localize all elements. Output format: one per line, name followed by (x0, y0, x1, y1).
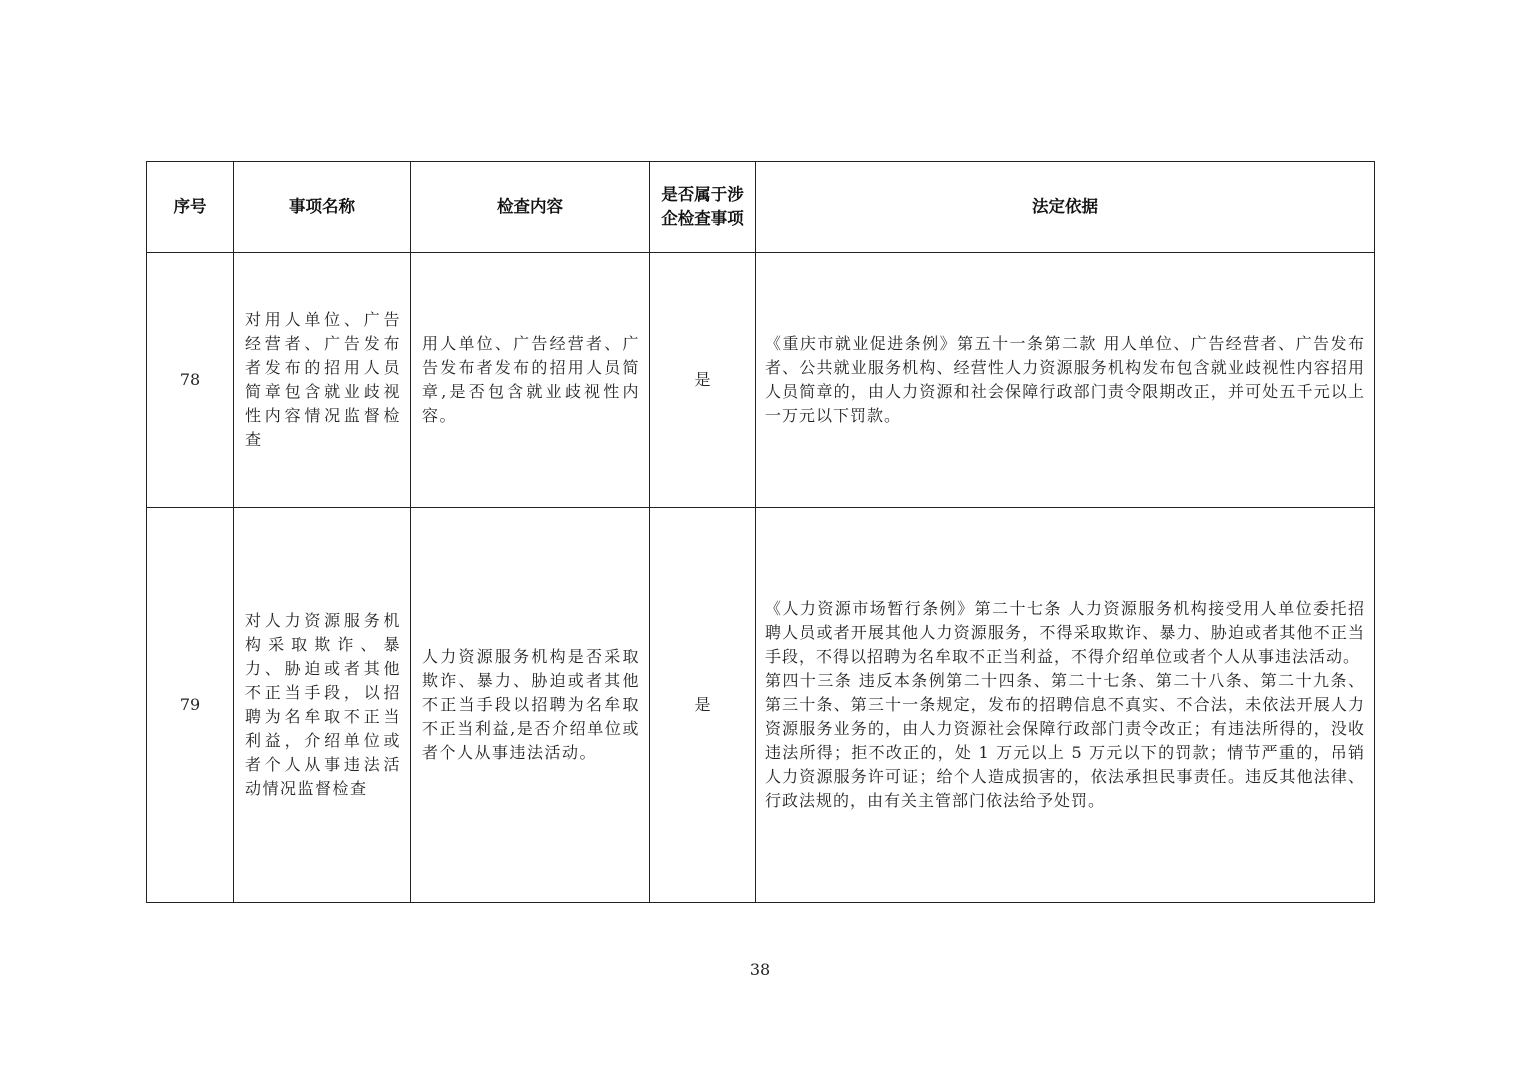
header-inspection-content: 检查内容 (411, 162, 650, 253)
row-79-item-name: 对人力资源服务机构采取欺诈、暴力、胁迫或者其他不正当手段，以招聘为名牟取不正当利益，介绍单位或者个人从事违法活动情况监督检查 (234, 508, 411, 903)
table-header-row (147, 162, 1375, 253)
row-79-seq: 79 (147, 508, 234, 903)
row-78-item-name: 对用人单位、广告经营者、广告发布者发布的招用人员简章包含就业歧视性内容情况监督检查 (234, 253, 411, 508)
header-item-name: 事项名称 (234, 162, 411, 253)
row-78-inspection-content: 用人单位、广告经营者、广告发布者发布的招用人员简章,是否包含就业歧视性内容。 (411, 253, 650, 508)
row-79-basis-paragraph-1: 《人力资源市场暂行条例》第二十七条 人力资源服务机构接受用人单位委托招聘人员或者开展其他人力资源服务，不得采取欺诈、暴力、胁迫或者其他不正当手段，不得以招聘为名牟取不正当利益，不得介绍单位或者个人从事违法活动。 (765, 599, 1365, 666)
header-legal-basis: 法定依据 (756, 162, 1375, 253)
row-79-enterprise-flag: 是 (650, 508, 756, 903)
inspection-items-table (146, 161, 1375, 903)
header-seq: 序号 (147, 162, 234, 253)
row-78-legal-basis (756, 253, 1375, 508)
row-79-legal-basis (756, 508, 1375, 903)
header-enterprise-flag-text: 是否属于涉企检查事项 (661, 185, 744, 228)
row-78-seq: 78 (147, 253, 234, 508)
table-row (147, 508, 1375, 903)
row-79-inspection-content: 人力资源服务机构是否采取欺诈、暴力、胁迫或者其他不正当手段以招聘为名牟取不正当利益,是否介绍单位或者个人从事违法活动。 (411, 508, 650, 903)
page-number: 38 (749, 960, 771, 979)
row-78-basis-paragraph: 《重庆市就业促进条例》第五十一条第二款 用人单位、广告经营者、广告发布者、公共就业服务机构、经营性人力资源服务机构发布包含就业歧视性内容招用人员简章的，由人力资源和社会保障行政部门责令限期改正，并可处五千元以上一万元以下罚款。 (765, 334, 1365, 425)
row-78-enterprise-flag: 是 (650, 253, 756, 508)
header-enterprise-flag (650, 162, 756, 253)
row-79-basis-paragraph-2: 第四十三条 违反本条例第二十四条、第二十七条、第二十八条、第二十九条、第三十条、第三十一条规定，发布的招聘信息不真实、不合法，未依法开展人力资源服务业务的，由人力资源社会保障行政部门责令改正；有违法所得的，没收违法所得；拒不改正的，处 1 万元以上 5 万元以下的罚款；情节严重的，吊销人力资源服务许可证；给个人造成损害的，依法承担民事责任。违反其他法律、行政法规的，由有关主管部门依法给予处罚。 (765, 671, 1365, 810)
table-row (147, 253, 1375, 508)
